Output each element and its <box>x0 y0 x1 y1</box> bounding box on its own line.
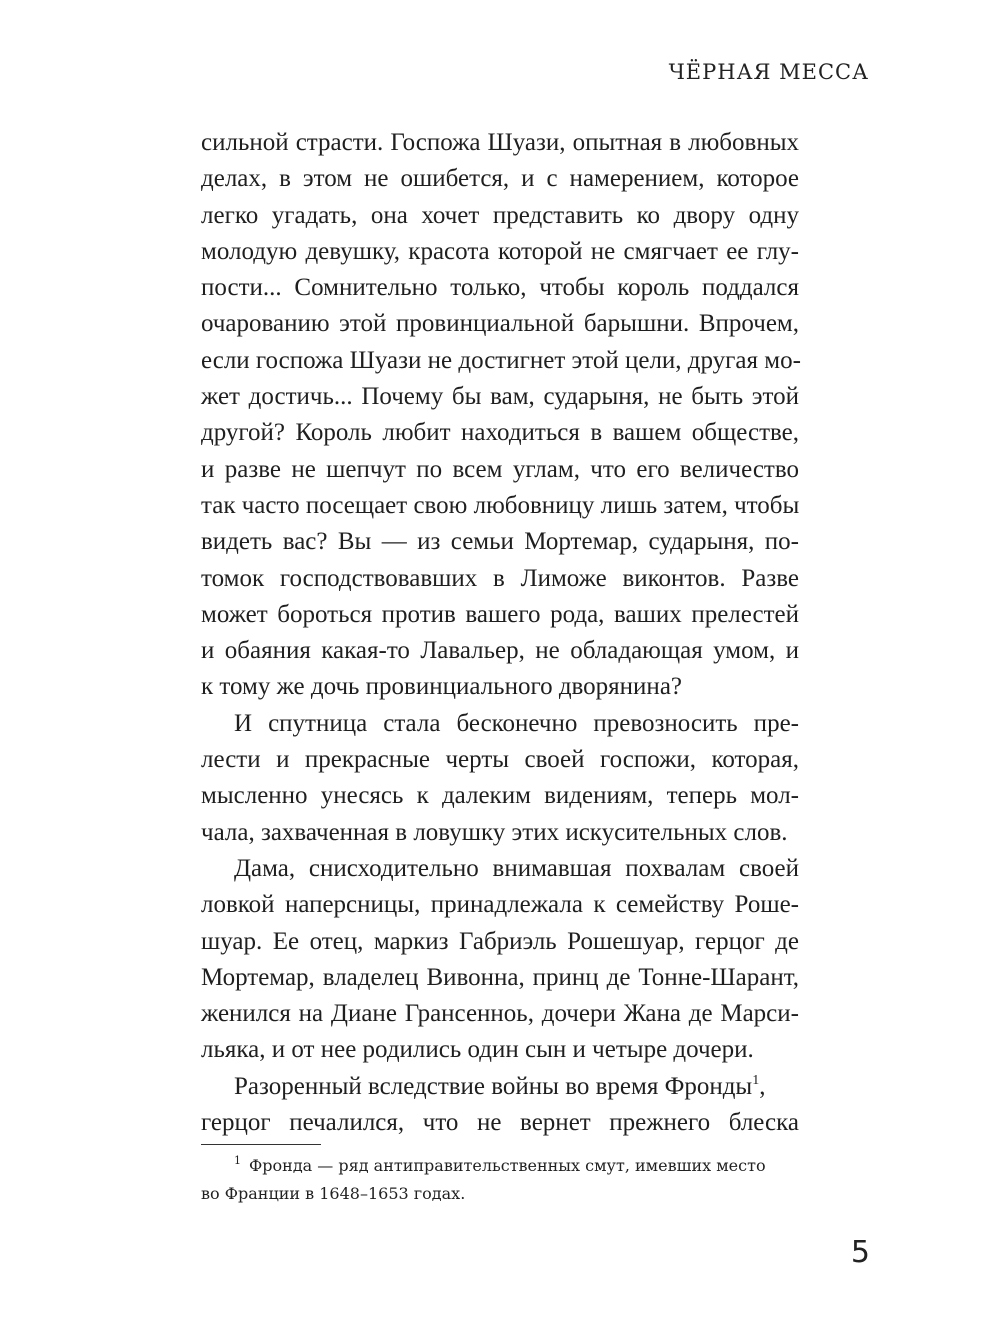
text-line: видеть вас? Вы — из семьи Мортемар, сударыня, по- <box>201 528 799 556</box>
text-line: к тому же дочь провинциального дворянина? <box>201 673 683 701</box>
footnote-text: Фронда — ряд антиправительственных смут, имевших место <box>249 1156 766 1175</box>
text-line: ловкой наперсницы, принадлежала к семейству Роше- <box>201 891 799 919</box>
text-line: другой? Король любит находиться в вашем обществе, <box>201 419 799 447</box>
text-line: льяка, и от нее родились один сын и четыре дочери. <box>201 1036 754 1064</box>
text-line: Дама, снисходительно внимавшая похвалам своей <box>234 854 799 882</box>
text-line: мысленно унесясь к далеким видениям, теперь мол- <box>201 782 799 810</box>
footnote-line <box>201 1152 799 1180</box>
running-head-title: ЧЁРНАЯ МЕССА <box>668 60 869 84</box>
text-line: и разве не шепчут по всем углам, что его величество <box>201 455 799 483</box>
text-line: Мортемар, владелец Вивонна, принц де Тонне-Шарант, <box>201 963 799 991</box>
footnote-line: во Франции в 1648–1653 годах. <box>201 1184 466 1203</box>
text-line: пости... Сомнительно только, чтобы король поддался <box>201 274 799 302</box>
text-line: лести и прекрасные черты своей госпожи, которая, <box>201 746 799 774</box>
text-line: сильной страсти. Госпожа Шуази, опытная в любовных <box>201 129 799 156</box>
text-line: И спутница стала бесконечно превозносить пре- <box>234 709 799 737</box>
text-line-with-footnote: Разоренный вследствие войны во время Фронды$^1$, <box>234 1072 766 1100</box>
footnote-divider <box>201 1144 321 1145</box>
text-line: и обаяния какая-то Лавальер, не обладающая умом, и <box>201 637 799 665</box>
text-line: чала, захваченная в ловушку этих искусительных слов. <box>201 818 788 846</box>
text-line: может бороться против вашего рода, ваших прелестей <box>201 600 799 628</box>
text-line: делах, в этом не ошибется, и с намерением, которое <box>201 165 799 193</box>
text-line: легко угадать, она хочет представить ко двору одну <box>201 201 799 229</box>
text-line: женился на Диане Грансенноь, дочери Жана де Марси- <box>201 1000 799 1028</box>
footnote-number: 1 <box>234 1154 241 1167</box>
body-text <box>201 125 799 1141</box>
text-line: очарованию этой провинциальной барышни. Впрочем, <box>201 310 799 338</box>
text-line-content: Разоренный вследствие войны во время Фронды <box>234 1072 753 1100</box>
text-line: молодую девушку, красота которой не смягчает ее глу- <box>201 237 799 265</box>
text-line: если госпожа Шуази не достигнет этой цели, другая мо- <box>201 346 801 374</box>
footnotes <box>201 1152 799 1208</box>
text-line: томок господствовавших в Лиможе виконтов. Разве <box>201 564 799 592</box>
text-line: жет достичь... Почему бы вам, сударыня, не быть этой <box>201 383 799 411</box>
text-line: так часто посещает свою любовницу лишь затем, чтобы <box>201 491 800 519</box>
page-number: 5 <box>850 1235 870 1270</box>
text-line: герцог печалился, что не вернет прежнего блеска <box>201 1109 799 1137</box>
footnote-reference[interactable]: 1 <box>752 1072 760 1088</box>
text-line: шуар. Ее отец, маркиз Габриэль Рошешуар, герцог де <box>201 927 799 955</box>
